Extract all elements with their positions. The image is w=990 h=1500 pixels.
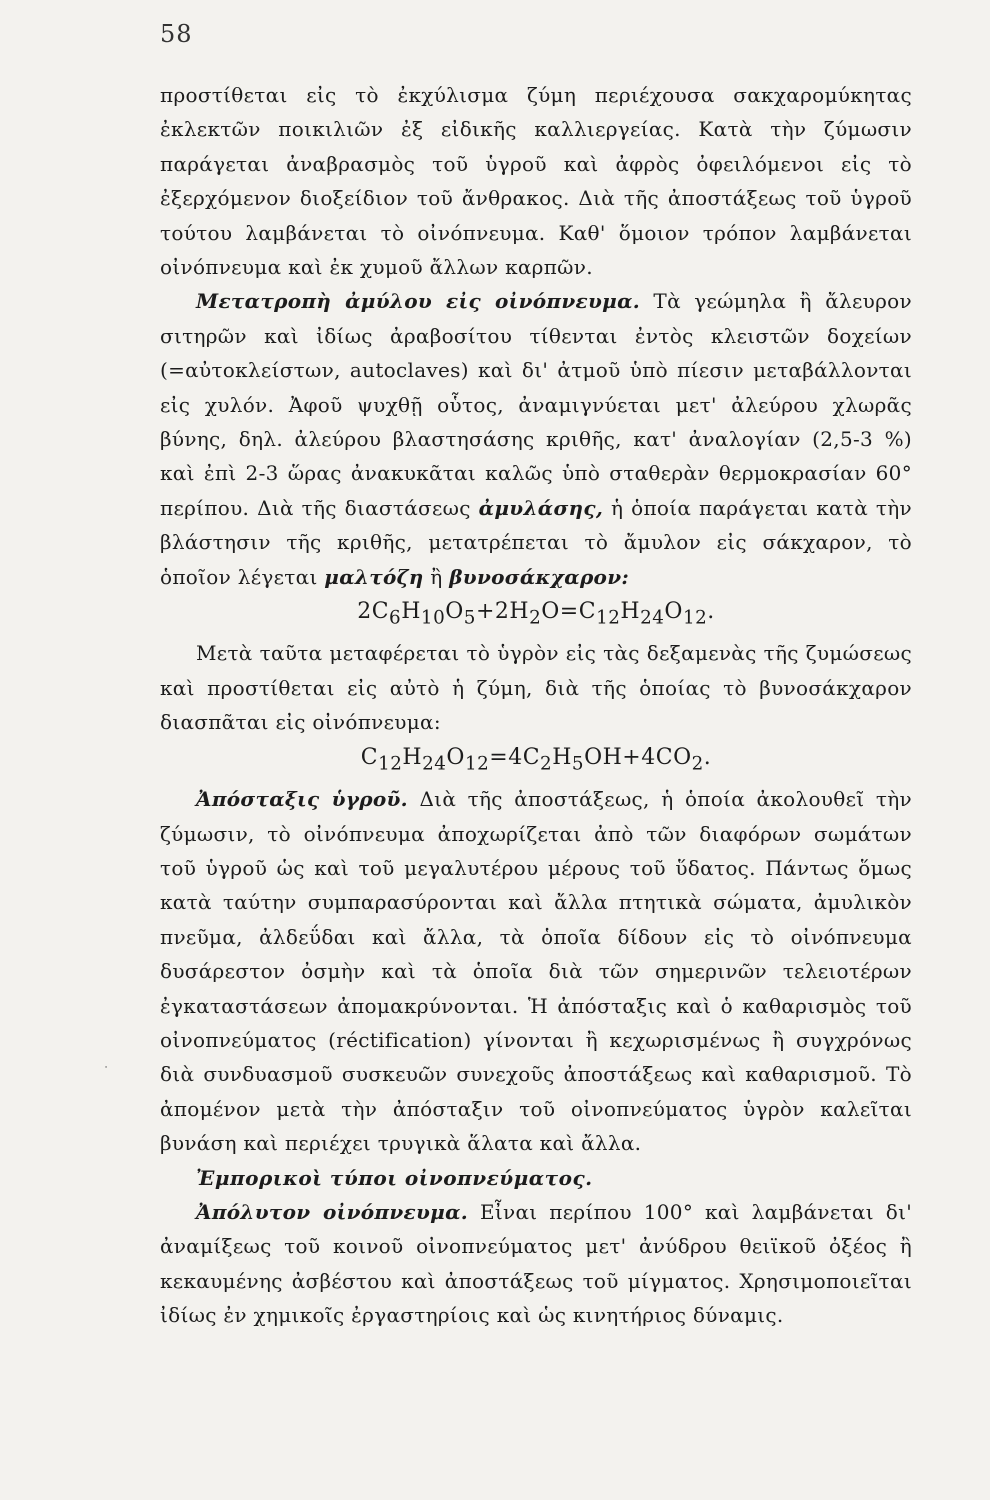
formula-subscript: 6 <box>389 607 402 629</box>
formula-part: 2C <box>357 599 390 625</box>
formula-part: O=C <box>541 599 597 625</box>
formula-subscript: 24 <box>640 607 665 629</box>
formula-subscript: 5 <box>463 607 476 629</box>
formula-part: O <box>446 744 465 770</box>
formula-part: H <box>552 744 572 770</box>
formula-starch-to-maltose <box>160 594 912 636</box>
section-heading-absolute-alcohol: Ἀπόλυτον οἰνόπνευμα. <box>196 1199 469 1224</box>
paragraph-text: ἡ ὁποία παράγεται κατὰ τὴν βλάστησιν τῆς κριθῆς, μετατρέπεται τὸ ἄμυλον εἰς σάκχαρον, τὸ ὁποῖον λέγεται <box>160 495 912 589</box>
formula-subscript: 12 <box>464 753 490 775</box>
paragraph-starch-conversion <box>160 284 912 594</box>
paragraph-fermentation: προστίθεται εἰς τὸ ἐκχύλισμα ζύμη περιέχουσα σακχαρομύκητας ἐκλεκτῶν ποικιλιῶν ἐξ εἰδικῆς καλλιεργείας. Κατὰ τὴν ζύμωσιν παράγεται ἀναβρασμὸς τοῦ ὑγροῦ καὶ ἀφρὸς ὀφειλόμενοι εἰς τὸ ἐξερχόμενον διοξείδιον τοῦ ἄνθρακος. Διὰ τῆς ἀποστάξεως τοῦ ὑγροῦ τούτου λαμβάνεται τὸ οἰνόπνευμα. Καθ' ὅμοιον τρόπον λαμβάνεται οἰνόπνευμα καὶ ἐκ χυμοῦ ἄλλων καρπῶν. <box>160 83 912 280</box>
term-malt-sugar: βυνοσάκχαρον: <box>449 564 630 589</box>
term-amylase: ἀμυλάσης, <box>478 495 604 520</box>
formula-subscript: 12 <box>682 607 708 629</box>
formula-part: OH+4CO <box>584 744 692 770</box>
formula-part: O <box>445 599 464 625</box>
paragraph-text: ἢ <box>423 564 450 589</box>
text-column <box>160 78 912 1333</box>
section-heading-starch-conversion: Μετατροπὴ ἀμύλου εἰς οἰνόπνευμα. <box>196 289 641 314</box>
formula-part: +2H <box>475 599 530 625</box>
section-heading-commercial-types: Ἐμπορικοὶ τύποι οἰνοπνεύματος. <box>196 1165 593 1190</box>
formula-subscript: 24 <box>422 753 447 775</box>
formula-part: H <box>402 744 423 770</box>
formula-subscript: 2 <box>529 607 542 629</box>
formula-subscript: 2 <box>540 753 553 775</box>
paragraph-text: Τὰ γεώμηλα ἢ ἄλευρον σιτηρῶν καὶ ἰδίως ἀραβοσίτου τίθενται ἐντὸς κλειστῶν δοχείων (=αὐτοκλείστων, autoclaves) καὶ δι' ἀτμοῦ ὑπὸ πίεσιν μεταβάλλονται εἰς χυλόν. Ἀφοῦ ψυχθῇ οὗτος, ἀναμιγνύεται μετ' ἀλεύρου χλωρᾶς βύνης, δηλ. ἀλεύρου βλαστησάσης κριθῆς, κατ' ἀναλογίαν (2,5-3 %) καὶ ἐπὶ 2-3 ὥρας ἀνακυκᾶται καλῶς ὑπὸ σταθερὰν θερμοκρασίαν 60° περίπου. Διὰ τῆς διαστάσεως <box>160 289 912 520</box>
paragraph-absolute-alcohol <box>160 1195 912 1333</box>
formula-part: . <box>707 599 715 625</box>
formula-subscript: 12 <box>378 753 403 775</box>
margin-mark: ᐧ <box>104 1060 108 1076</box>
paragraph-fermentation-tanks: Μετὰ ταῦτα μεταφέρεται τὸ ὑγρὸν εἰς τὰς δεξαμενὰς τῆς ζυμώσεως καὶ προστίθεται εἰς αὐτὸ ἡ ζύμη, διὰ τῆς ὁποίας τὸ βυνοσάκχαρον διασπᾶται εἰς οἰνόπνευμα: <box>160 641 912 735</box>
paragraph-text: Εἶναι περίπου 100° καὶ λαμβάνεται δι' ἀναμίξεως τοῦ κοινοῦ οἰνοπνεύματος μετ' ἀνύδρου θειϊκοῦ ὀξέος ἢ κεκαυμένης ἀσβέστου καὶ ἀποστάξεως τοῦ μίγματος. Χρησιμοποιεῖται ἰδίως ἐν χημικοῖς ἐργαστηρίοις καὶ ὡς κινητήριος δύναμις. <box>160 1199 913 1328</box>
paragraph-distillation <box>160 782 912 1160</box>
paragraph-text: Διὰ τῆς ἀποστάξεως, ἡ ὁποία ἀκολουθεῖ τὴν ζύμωσιν, τὸ οἰνόπνευμα ἀποχωρίζεται ἀπὸ τῶν διαφόρων σωμάτων τοῦ ὑγροῦ ὡς καὶ τοῦ μεγαλυτέρου μέρους τοῦ ὕδατος. Πάντως ὅμως κατὰ ταύτην συμπαρασύρονται καὶ ἄλλα πτητικὰ σώματα, ἀμυλικὸν πνεῦμα, ἀλδεΰδαι καὶ ἄλλα, τὰ ὁποῖα δίδουν εἰς τὸ οἰνόπνευμα δυσάρεστον ὀσμὴν καὶ τὰ ὁποῖα διὰ τῶν σημερινῶν τελειοτέρων ἐγκαταστάσεων ἀπομακρύνονται. Ἡ ἀπόσταξις καὶ ὁ καθαρισμὸς τοῦ οἰνοπνεύματος (réctification) γίνονται ἢ κεχωρισμένως ἢ συγχρόνως διὰ συνδυασμοῦ συσκευῶν συνεχοῦς ἀποστάξεως καὶ καθαρισμοῦ. Τὸ ἀπομένον μετὰ τὴν ἀπόσταξιν τοῦ οἰνοπνεύματος ὑγρὸν καλεῖται βυνάση καὶ περιέχει τρυγικὰ ἅλατα καὶ ἄλλα. <box>160 787 912 1156</box>
formula-maltose-to-alcohol <box>160 740 912 782</box>
formula-subscript: 5 <box>571 753 585 775</box>
term-maltose: μαλτόζη <box>324 564 424 589</box>
formula-subscript: 10 <box>420 607 446 629</box>
formula-part: H <box>620 599 641 625</box>
page-number: 58 <box>160 20 193 48</box>
section-heading-distillation: Ἀπόσταξις ὑγροῦ. <box>196 787 408 812</box>
formula-subscript: 12 <box>596 607 621 629</box>
formula-part: . <box>703 744 712 770</box>
formula-part: C <box>360 744 379 770</box>
formula-part: =4C <box>489 744 541 770</box>
formula-part: H <box>401 599 421 625</box>
formula-subscript: 2 <box>691 753 704 775</box>
formula-part: O <box>664 599 683 625</box>
